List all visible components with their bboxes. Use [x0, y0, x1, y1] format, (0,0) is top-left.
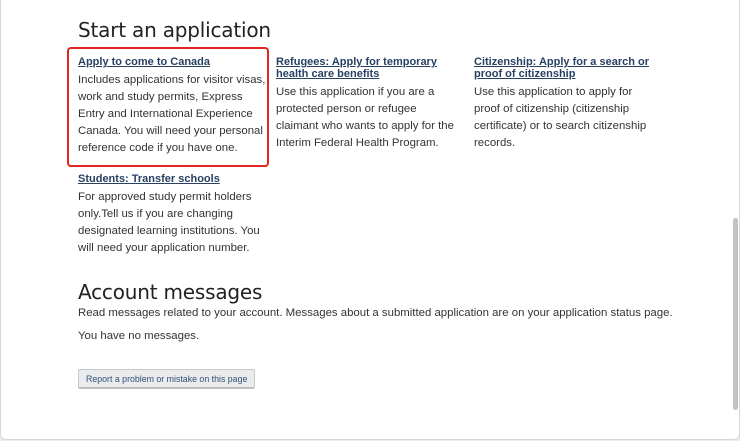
- report-problem-button[interactable]: Report a problem or mistake on this page: [78, 369, 255, 389]
- account-messages-intro: Read messages related to your account. Messages about a submitted application are on your application status page.: [78, 307, 673, 319]
- card-students-transfer-schools: [78, 173, 266, 257]
- card-refugees-health-benefits: [276, 56, 462, 152]
- card-apply-to-come-to-canada: [78, 56, 266, 157]
- card-description: Use this application to apply for proof of citizenship (citizenship certificate) or to search citizenship records.: [474, 86, 647, 149]
- account-messages-heading: Account messages: [78, 280, 263, 304]
- scrollbar-thumb[interactable]: [733, 218, 738, 410]
- card-description: Includes applications for visitor visas, work and study permits, Express Entry and International Experience Canada. You will need your personal reference code if you have one.: [78, 74, 266, 154]
- card-description: For approved study permit holders only.Tell us if you are changing designated learning institutions. You will need your application number.: [78, 191, 260, 254]
- no-messages-text: You have no messages.: [78, 330, 200, 342]
- citizenship-proof-link[interactable]: Citizenship: Apply for a search or proof of citizenship: [474, 56, 650, 80]
- vertical-scrollbar[interactable]: [731, 0, 739, 439]
- card-description: Use this application if you are a protected person or refugee claimant who wants to apply for the Interim Federal Health Program.: [276, 86, 454, 149]
- card-citizenship-proof: [474, 56, 660, 152]
- apply-to-come-to-canada-link[interactable]: Apply to come to Canada: [78, 56, 211, 68]
- refugees-health-benefits-link[interactable]: Refugees: Apply for temporary health care benefits: [276, 56, 437, 80]
- start-application-heading: Start an application: [78, 18, 271, 42]
- students-transfer-schools-link[interactable]: Students: Transfer schools: [78, 173, 220, 185]
